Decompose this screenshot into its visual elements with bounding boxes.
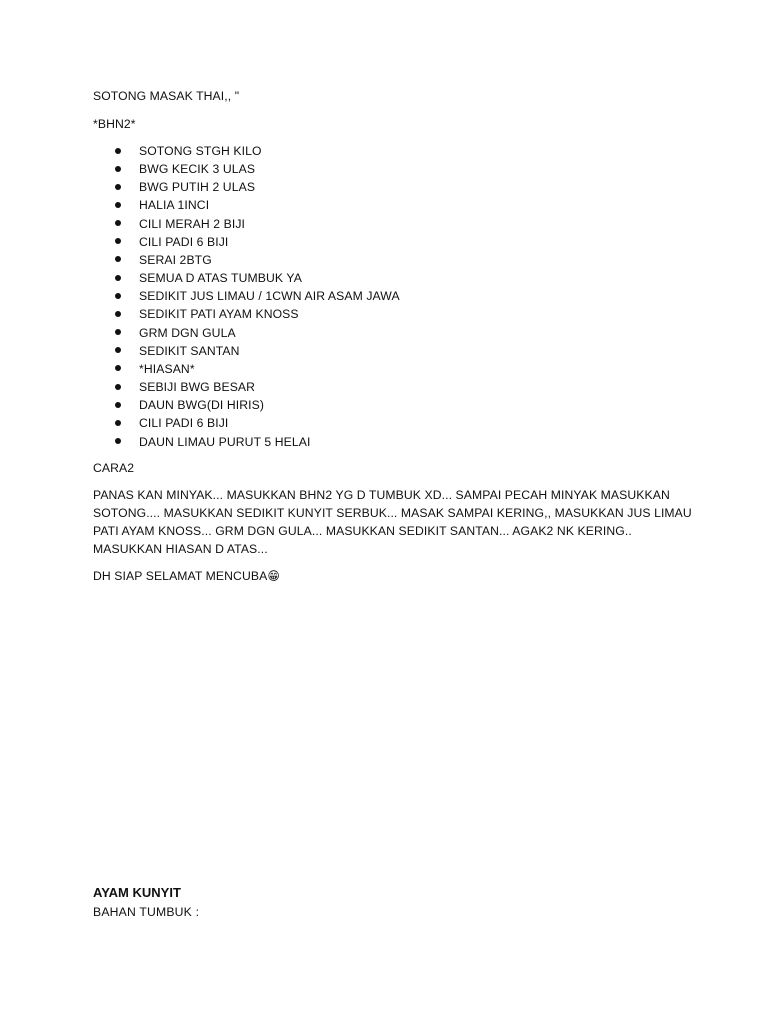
- list-item: [115, 251, 400, 269]
- bullet-icon: [115, 238, 121, 244]
- list-item: [115, 269, 400, 287]
- bullet-icon: [115, 438, 121, 444]
- grinning-face-icon: 😁: [267, 569, 280, 583]
- list-item: [115, 233, 400, 251]
- bullet-icon: [115, 293, 121, 299]
- list-item: [115, 342, 400, 360]
- ingredient-label: GRM DGN GULA: [139, 325, 236, 340]
- ingredient-label: SERAI 2BTG: [139, 252, 212, 267]
- ingredient-label: SEMUA D ATAS TUMBUK YA: [139, 271, 302, 286]
- bullet-icon: [115, 166, 121, 172]
- method-line: SOTONG.... MASUKKAN SEDIKIT KUNYIT SERBUK... MASAK SAMPAI KERING,, MASUKKAN JUS LIMAU: [93, 506, 692, 520]
- recipe-title: SOTONG MASAK THAI,, ": [93, 89, 240, 103]
- bullet-icon: [115, 347, 121, 353]
- method-line: MASUKKAN HIASAN D ATAS...: [93, 542, 268, 556]
- ingredient-label: SEBIJI BWG BESAR: [139, 380, 256, 395]
- method-line: PATI AYAM KNOSS... GRM DGN GULA... MASUKKAN SEDIKIT SANTAN... AGAK2 NK KERING..: [93, 524, 632, 538]
- list-item: [115, 433, 400, 451]
- ingredient-label: SEDIKIT JUS LIMAU / 1CWN AIR ASAM JAWA: [139, 289, 400, 304]
- bullet-icon: [115, 384, 121, 390]
- ingredients-list: [115, 142, 400, 451]
- ingredient-label: SEDIKIT SANTAN: [139, 343, 240, 358]
- second-recipe-title: AYAM KUNYIT: [93, 885, 181, 900]
- ingredient-label: *HIASAN*: [139, 361, 195, 376]
- list-item: [115, 414, 400, 432]
- ingredient-label: HALIA 1INCI: [139, 198, 210, 213]
- ingredient-label: CILI PADI 6 BIJI: [139, 416, 229, 431]
- ingredient-label: DAUN LIMAU PURUT 5 HELAI: [139, 434, 311, 449]
- list-item: [115, 378, 400, 396]
- bullet-icon: [115, 329, 121, 335]
- closing-line: [93, 567, 280, 585]
- ingredient-label: BWG KECIK 3 ULAS: [139, 162, 256, 177]
- bullet-icon: [115, 256, 121, 262]
- bullet-icon: [115, 148, 121, 154]
- ingredient-label: SEDIKIT PATI AYAM KNOSS: [139, 307, 299, 322]
- bullet-icon: [115, 275, 121, 281]
- method-line: PANAS KAN MINYAK... MASUKKAN BHN2 YG D TUMBUK XD... SAMPAI PECAH MINYAK MASUKKAN: [93, 488, 670, 502]
- ingredient-label: BWG PUTIH 2 ULAS: [139, 180, 256, 195]
- list-item: [115, 396, 400, 414]
- second-recipe-subheading: BAHAN TUMBUK :: [93, 905, 200, 919]
- list-item: [115, 215, 400, 233]
- list-item: [115, 360, 400, 378]
- bullet-icon: [115, 220, 121, 226]
- bullet-icon: [115, 184, 121, 190]
- bullet-icon: [115, 311, 121, 317]
- closing-text: DH SIAP SELAMAT MENCUBA: [93, 569, 268, 583]
- list-item: [115, 142, 400, 160]
- list-item: [115, 305, 400, 323]
- list-item: [115, 196, 400, 214]
- method-paragraph: [93, 486, 692, 558]
- bullet-icon: [115, 420, 121, 426]
- list-item: [115, 178, 400, 196]
- ingredient-label: CILI MERAH 2 BIJI: [139, 216, 245, 231]
- ingredient-label: CILI PADI 6 BIJI: [139, 234, 229, 249]
- bullet-icon: [115, 402, 121, 408]
- list-item: [115, 160, 400, 178]
- list-item: [115, 324, 400, 342]
- ingredient-label: SOTONG STGH KILO: [139, 144, 262, 158]
- list-item: [115, 287, 400, 305]
- bullet-icon: [115, 202, 121, 208]
- ingredient-label: DAUN BWG(DI HIRIS): [139, 398, 265, 413]
- bullet-icon: [115, 365, 121, 371]
- method-heading: CARA2: [93, 461, 135, 475]
- ingredients-heading: *BHN2*: [93, 117, 136, 131]
